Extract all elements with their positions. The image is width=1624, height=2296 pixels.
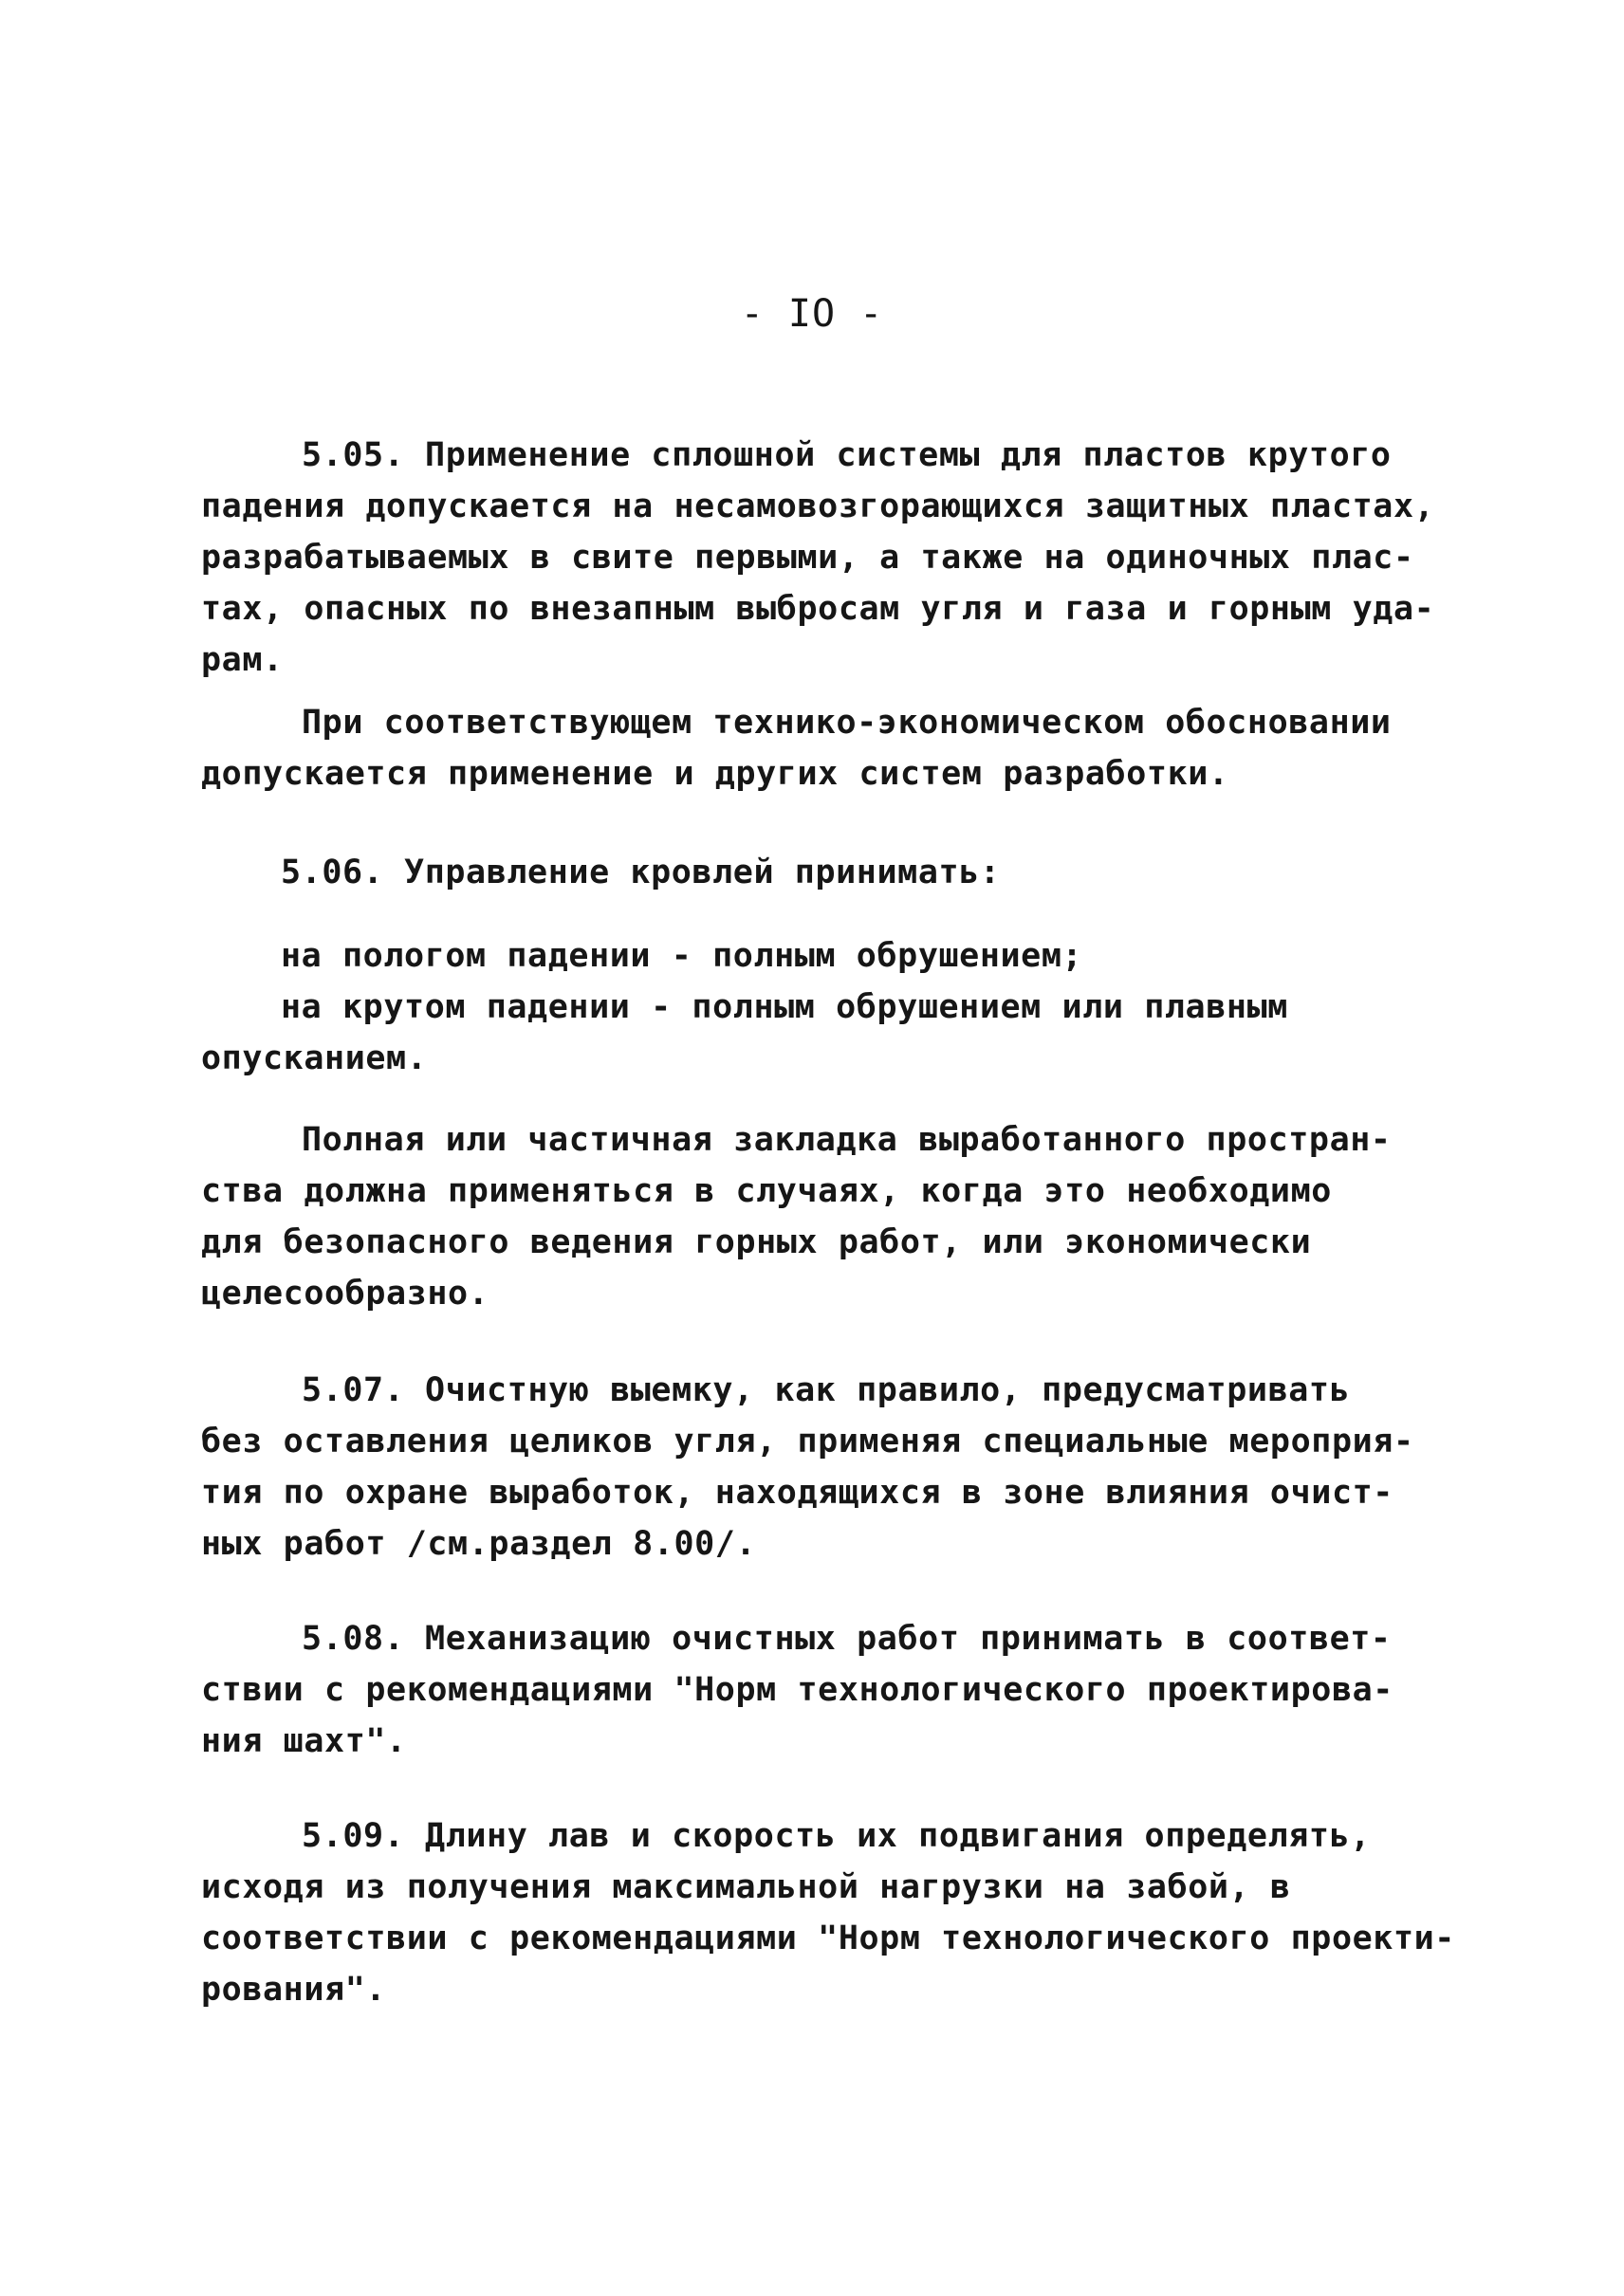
text-line: разрабатываемых в свите первыми, а также на одиночных плас- (201, 539, 1414, 577)
text-line: При соответствующем технико-экономическом обосновании (302, 704, 1392, 742)
text-line: Полная или частичная закладка выработанного простран- (302, 1121, 1392, 1159)
text-line: целесообразно. (201, 1275, 489, 1313)
text-line: ствии с рекомендациями "Норм технологического проектирова- (201, 1671, 1393, 1709)
text-line: ния шахт". (201, 1722, 407, 1760)
text-line: на пологом падении - полным обрушением; (281, 937, 1083, 975)
text-line: 5.08. Механизацию очистных работ принимать в соответ- (302, 1620, 1392, 1658)
text-line: рования". (201, 1971, 387, 2009)
text-line: на крутом падении - полным обрушением или плавным (281, 988, 1288, 1026)
text-line: тия по охране выработок, находящихся в зоне влияния очист- (201, 1474, 1393, 1512)
text-line: для безопасного ведения горных работ, или экономически (201, 1223, 1312, 1261)
text-line: ных работ /см.раздел 8.00/. (201, 1525, 757, 1563)
page-number: - IO - (740, 292, 884, 336)
text-line: исходя из получения максимальной нагрузки на забой, в (201, 1868, 1291, 1906)
text-line: опусканием. (201, 1039, 428, 1077)
text-line: 5.07. Очистную выемку, как правило, предусматривать (302, 1371, 1351, 1409)
text-line: допускается применение и других систем разработки. (201, 755, 1229, 793)
text-line: 5.06. Управление кровлей принимать: (281, 854, 1001, 891)
text-line: тах, опасных по внезапным выбросам угля и газа и горным уда- (201, 590, 1435, 628)
text-line: рам. (201, 641, 284, 679)
text-line: 5.05. Применение сплошной системы для пластов крутого (302, 436, 1392, 474)
text-line: без оставления целиков угля, применяя специальные мероприя- (201, 1423, 1414, 1460)
text-line: 5.09. Длину лав и скорость их подвигания определять, (302, 1817, 1371, 1855)
text-line: ства должна применяться в случаях, когда это необходимо (201, 1172, 1332, 1210)
text-line: падения допускается на несамовозгорающихся защитных пластах, (201, 487, 1435, 525)
text-line: соответствии с рекомендациями "Норм технологического проекти- (201, 1919, 1455, 1957)
